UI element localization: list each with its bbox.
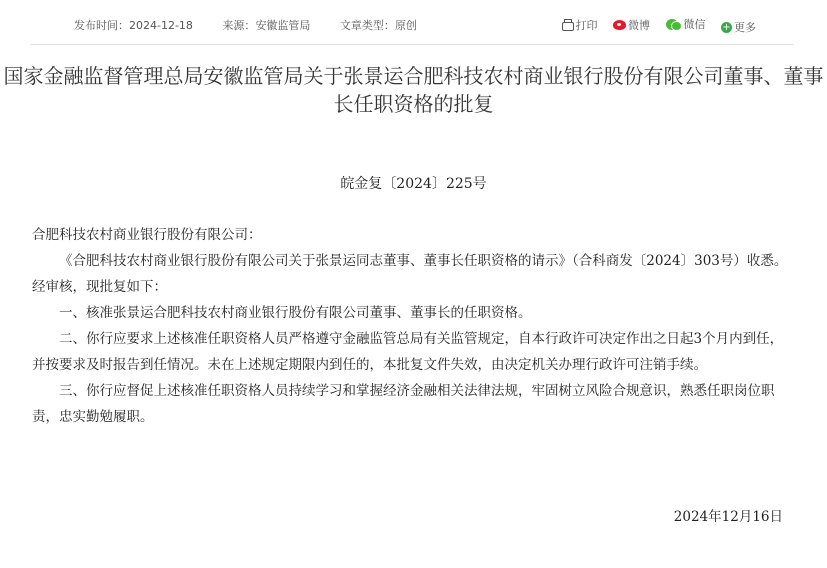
wechat-icon	[666, 19, 678, 30]
paragraph: 《合肥科技农村商业银行股份有限公司关于张景运同志董事、董事长任职资格的请示》（合科商发〔2024〕303号）收悉。经审核，现批复如下：	[32, 253, 788, 295]
article-title: 国家金融监督管理总局安徽监管局关于张景运合肥科技农村商业银行股份有限公司董事、董事长任职资格的批复	[3, 64, 824, 116]
plus-icon: +	[722, 21, 731, 33]
document-number: 皖金复〔2024〕225号	[340, 176, 487, 192]
share-weibo-button[interactable]: 微博	[613, 17, 650, 33]
print-button[interactable]: 打印	[562, 17, 598, 33]
paragraph: 一、核准张景运合肥科技农村商业银行股份有限公司董事、董事长的任职资格。	[59, 305, 532, 321]
article-type: 文章类型：原创	[339, 19, 417, 32]
publish-date: 发布时间：2024-12-18	[74, 19, 193, 32]
addressee: 合肥科技农村商业银行股份有限公司：	[32, 227, 262, 243]
share-toolbar	[550, 16, 757, 35]
document-date: 2024年12月16日	[673, 509, 783, 525]
source: 来源：安徽监管局	[222, 19, 311, 32]
printer-icon	[562, 22, 574, 31]
paragraph: 二、你行应要求上述核准任职资格人员严格遵守金融监管总局有关监管规定，自本行政许可决定作出之日起3个月内到任，并按要求及时报告到任情况。未在上述规定期限内到任的，本批复文件失效，由决定机关办理行政许可注销手续。	[32, 331, 784, 373]
share-more-button[interactable]: + 更多	[722, 21, 756, 34]
paragraph: 三、你行应督促上述核准任职资格人员持续学习和掌握经济金融相关法律法规，牢固树立风险合规意识，熟悉任职岗位职责，忠实勤勉履职。	[32, 383, 775, 425]
share-wechat-button[interactable]: 微信	[666, 16, 706, 32]
article-body	[32, 222, 794, 430]
article-meta	[74, 17, 443, 33]
weibo-icon	[613, 20, 626, 30]
article-meta-bar	[30, 0, 794, 45]
